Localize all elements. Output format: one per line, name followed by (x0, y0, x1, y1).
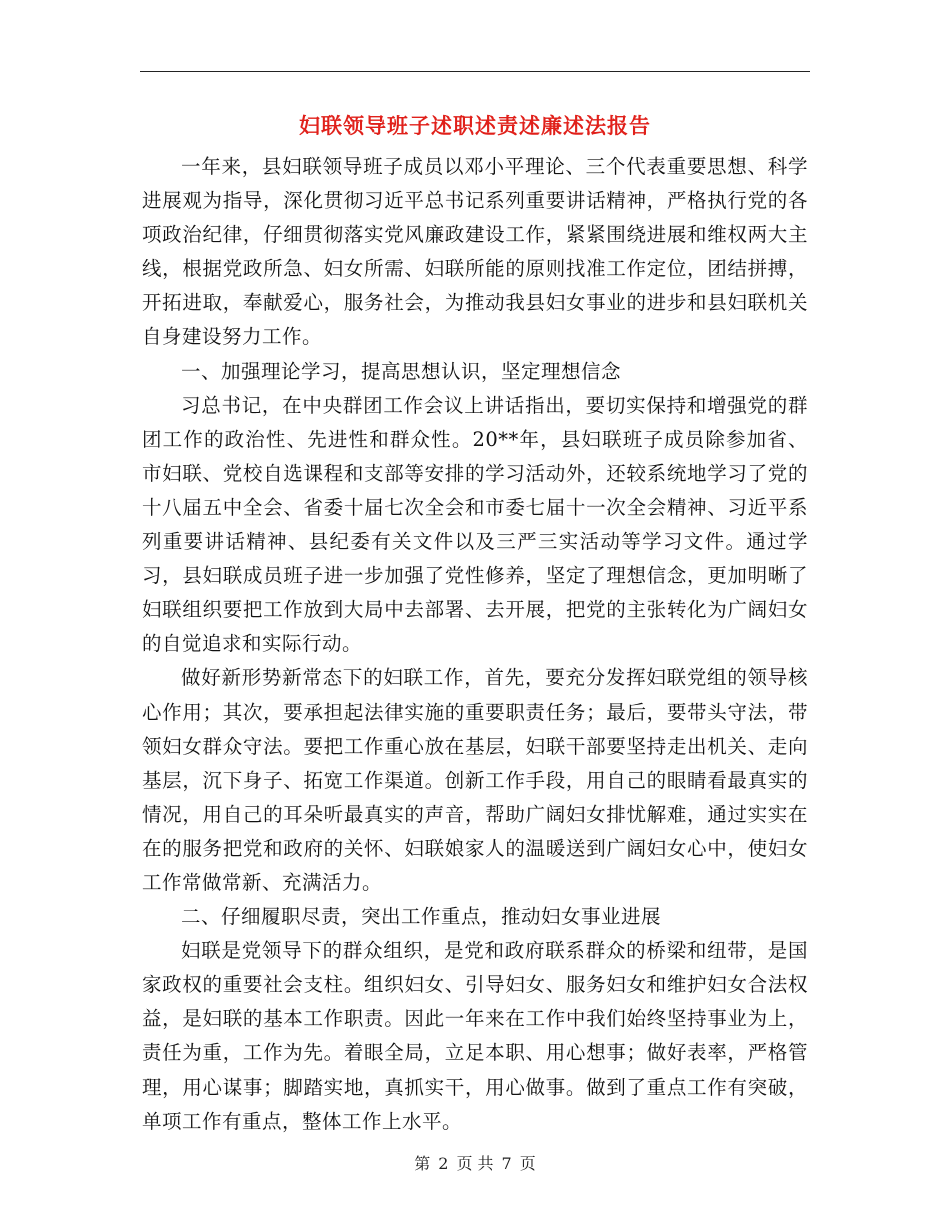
document-body (142, 150, 808, 1139)
total-pages-number: 7 (501, 1154, 512, 1173)
document-title: 妇联领导班子述职述责述廉述法报告 (299, 113, 651, 138)
page-suffix: 页 (519, 1154, 536, 1173)
page-prefix: 第 (414, 1154, 431, 1173)
section-heading-1: 一、加强理论学习，提高思想认识，坚定理想信念 (181, 359, 622, 383)
section-heading-2: 二、仔细履职尽责，突出工作重点，推动妇女事业进展 (181, 905, 662, 929)
paragraph-new-normal: 做好新形势新常态下的妇联工作，首先，要充分发挥妇联党组的领导核心作用；其次，要承担起法律实施的重要职责任务；最后，要带头守法，带领妇女群众守法。要把工作重心放在基层，妇联干部要坚持走出机关、走向基层，沉下身子、拓宽工作渠道。创新工作手段，用自己的眼睛看最真实的情况，用自己的耳朵听最真实的声音，帮助广阔妇女排忧解难，通过实实在在的服务把党和政府的关怀、妇联娘家人的温暖送到广阔妇女心中，使妇女工作常做常新、充满活力。 (142, 666, 808, 894)
current-page-number: 2 (438, 1154, 449, 1173)
page-middle: 页 共 (456, 1154, 494, 1173)
paragraph-study: 习总书记，在中央群团工作会议上讲话指出，要切实保持和增强党的群团工作的政治性、先进性和群众性。20**年，县妇联班子成员除参加省、市妇联、党校自选课程和支部等安排的学习活动外，还较系统地学习了党的十八届五中全会、省委十届七次全会和市委七届十一次全会精神、习近平系列重要讲话精神、县纪委有关文件以及三严三实活动等学习文件。通过学习，县妇联成员班子进一步加强了党性修养，坚定了理想信念，更加明晰了妇联组织要把工作放到大局中去部署、去开展，把党的主张转化为广阔妇女的自觉追求和实际行动。 (142, 393, 808, 656)
header-divider (140, 71, 810, 72)
paragraph-duties: 妇联是党领导下的群众组织，是党和政府联系群众的桥梁和纽带，是国家政权的重要社会支柱。组织妇女、引导妇女、服务妇女和维护妇女合法权益，是妇联的基本工作职责。因此一年来在工作中我们始终坚持事业为上，责任为重，工作为先。着眼全局，立足本职、用心想事；做好表率，严格管理，用心谋事；脚踏实地，真抓实干，用心做事。做到了重点工作有突破，单项工作有重点，整体工作上水平。 (142, 939, 808, 1133)
page-number-footer (0, 1152, 950, 1176)
paragraph-intro: 一年来，县妇联领导班子成员以邓小平理论、三个代表重要思想、科学进展观为指导，深化贯彻习近平总书记系列重要讲话精神，严格执行党的各项政治纪律，仔细贯彻落实党风廉政建设工作，紧紧围绕进展和维权两大主线，根据党政所急、妇女所需、妇联所能的原则找准工作定位，团结拼搏，开拓进取，奉献爱心，服务社会，为推动我县妇女事业的进步和县妇联机关自身建设努力工作。 (142, 155, 808, 349)
